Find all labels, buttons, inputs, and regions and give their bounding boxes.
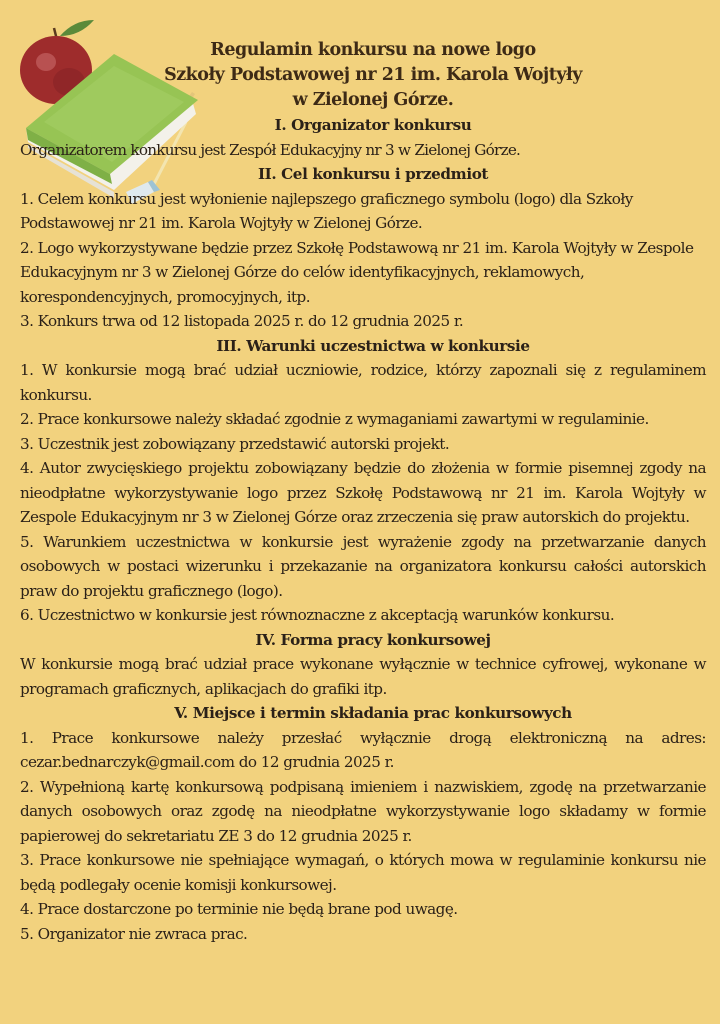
document-body: [20, 38, 706, 946]
section-submission: [20, 701, 706, 946]
paragraph: 5. Organizator nie zwraca prac.: [20, 924, 248, 943]
paragraph: 4. Autor zwycięskiego projektu zobowiązany będzie do złożenia w formie pisemnej zgody na nieodpłatne wykorzystywanie logo przez Szkołę Podstawową nr 21 im. Karola Wojtyły w Zespole Edukacyjnym nr 3 w Zielonej Górze oraz zrzeczenia się praw autorskich do projektu.: [20, 459, 706, 526]
paragraph: Organizatorem konkursu jest Zespół Edukacyjny nr 3 w Zielonej Górze.: [20, 140, 521, 159]
section-goal: [20, 162, 706, 334]
paragraph: 2. Prace konkursowe należy składać zgodnie z wymaganiami zawartymi w regulaminie.: [20, 410, 649, 428]
section-form: [20, 628, 706, 702]
paragraph: W konkursie mogą brać udział prace wykonane wyłącznie w technice cyfrowej, wykonane w programach graficznych, aplikacjach do grafiki itp.: [20, 655, 706, 698]
paragraph: 6. Uczestnictwo w konkursie jest równoznaczne z akceptacją warunków konkursu.: [20, 606, 615, 624]
section-heading: II. Cel konkursu i przedmiot: [257, 165, 489, 183]
title-line-2: Szkoły Podstawowej nr 21 im. Karola Wojtyły: [164, 65, 582, 85]
section-heading: IV. Forma pracy konkursowej: [255, 630, 491, 649]
paragraph: 5. Warunkiem uczestnictwa w konkursie jest wyrażenie zgody na przetwarzanie danych osobowych w postaci wizerunku i przekazanie na organizatora konkursu całości autorskich praw do projektu graficznego (logo).: [20, 532, 706, 600]
title-line-1: Regulamin konkursu na nowe logo: [210, 40, 536, 60]
document-title: [20, 38, 706, 113]
paragraph: 4. Prace dostarczone po terminie nie będą brane pod uwagę.: [20, 900, 458, 918]
title-line-3: w Zielonej Górze.: [292, 90, 454, 110]
paragraph: 1. Prace konkursowe należy przesłać wyłącznie drogą elektroniczną na adres: cezar.bednarczyk@gmail.com do 12 grudnia 2025 r.: [20, 728, 706, 771]
paragraph: 1. Celem konkursu jest wyłonienie najlepszego graficznego symbolu (logo) dla Szkoły Podstawowej nr 21 im. Karola Wojtyły w Zielonej Górze.: [20, 189, 633, 232]
section-organizer: [20, 113, 706, 162]
section-heading: V. Miejsce i termin składania prac konkursowych: [174, 704, 572, 722]
paragraph: 3. Konkurs trwa od 12 listopada 2025 r. do 12 grudnia 2025 r.: [20, 312, 464, 330]
paragraph: 3. Uczestnik jest zobowiązany przedstawić autorski projekt.: [20, 434, 450, 453]
paragraph: 2. Logo wykorzystywane będzie przez Szkołę Podstawową nr 21 im. Karola Wojtyły w Zespole Edukacyjnym nr 3 w Zielonej Górze do celów identyfikacyjnych, reklamowych, korespondencyjnych, promocyjnych, itp.: [20, 238, 694, 306]
section-heading: I. Organizator konkursu: [274, 116, 472, 134]
paragraph: 1. W konkursie mogą brać udział uczniowie, rodzice, którzy zapoznali się z regulaminem konkursu.: [20, 361, 706, 404]
paragraph: 3. Prace konkursowe nie spełniające wymagań, o których mowa w regulaminie konkursu nie będą podlegały ocenie komisji konkursowej.: [20, 851, 706, 894]
section-heading: III. Warunki uczestnictwa w konkursie: [216, 336, 530, 355]
paragraph: 2. Wypełnioną kartę konkursową podpisaną imieniem i nazwiskiem, zgodę na przetwarzanie danych osobowych oraz zgodę na nieodpłatne wykorzystywanie logo składamy w formie papierowej do sekretariatu ZE 3 do 12 grudnia 2025 r.: [20, 777, 706, 845]
section-conditions: [20, 334, 706, 628]
